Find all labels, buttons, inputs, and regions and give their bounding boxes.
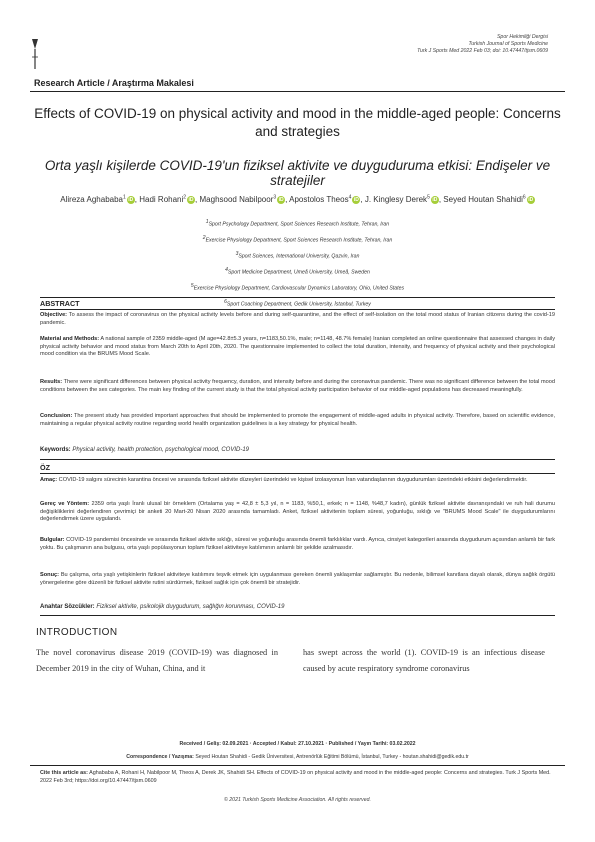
journal-header: [417, 34, 548, 56]
oz-heading: ÖZ: [40, 463, 50, 472]
abstract-methods: Material and Methods: A national sample of 2359 middle-aged (M age=42.8±5.3 years, n=1183,50.1%, male; n=1148, 48.7% female) Iranian completed an online questionnaire that assessed changes in daily physical activity behavior and mood status from March 20th to April 20th, 2020. The questionnaire implemented to collect the total duration, intensity, and frequency of physical activity and their psychological mood condition via the BRUMS Mood Scale.: [40, 336, 556, 358]
oz-yontem: Gereç ve Yöntem: 2359 orta yaşlı İranlı ulusal bir örneklem (Ortalama yaş = 42,8 ± 5,3 yıl, n = 1183, %50,1, erkek; n = 1148, %48,7 kadın), günlük fiziksel aktivite davranışındaki ve ruh hali durumu değişikliklerini değerlendiren çevrimiçi bir anketi 20 Mart-20 Nisan 2020 arasında tamamladı. Anket, fiziksel aktivitenin toplam süresi, yoğunluğu, sıklığı ve "BRUMS Mood Scale" ile duygudurumlarını değerlendirmek üzere uygulandı.: [40, 501, 555, 523]
affiliation: $^2$Exercise Physiology Department, Sport Sciences Research Institute, Tehran, Iran: [202, 235, 393, 244]
footer-divider: [30, 765, 565, 766]
article-type: Research Article / Araştırma Makalesi: [34, 78, 194, 88]
introduction-column-right: has swept across the world (1). COVID-19 is an infectious disease caused by acute respiratory syndrome coronavirus: [303, 648, 545, 673]
author: J. Kinglesy Derek$^5$ iD ,: [364, 194, 444, 204]
orcid-icon[interactable]: iD: [528, 196, 534, 203]
author-list: [30, 194, 565, 204]
journal-name-tr: Spor Hekimliği Dergisi: [496, 34, 548, 40]
introduction-heading: INTRODUCTION: [36, 627, 118, 638]
oz-sonuc: Sonuç: Bu çalışma, orta yaşlı yetişkinlerin fiziksel aktiviteye katılımını teşvik etmek için uygulanması gereken önemli yaklaşımlar sağlamıştır. Bu nedenle, bilimsel kanıtlara dayalı olarak, dünya sağlık örgütü yönergelerine göre düzenli bir fiziksel aktivite rutini sürdürmek, fiziksel sağlık için çok önemli bir stratejidir.: [40, 572, 555, 586]
affiliation: $^6$Sport Coaching Department, Gedik University, İstanbul, Turkey: [224, 299, 371, 308]
abstract-keywords: Keywords: Physical activity, health protection, psychological mood, COVID-19: [40, 447, 249, 453]
orcid-icon[interactable]: iD: [278, 196, 284, 203]
abstract-heading: ABSTRACT: [40, 299, 80, 308]
journal-citation: Turk J Sports Med 2022 Feb 03; doi: 10.47447/tjsm.0609: [417, 48, 548, 55]
orcid-icon[interactable]: iD: [353, 196, 359, 203]
orcid-icon[interactable]: iD: [432, 196, 438, 203]
oz-divider-bottom: [40, 615, 555, 616]
orcid-icon[interactable]: iD: [128, 196, 134, 203]
affiliation: $^5$Exercise Physiology Department, Cardiovascular Dynamics Laboratory, Ohio, United States: [190, 283, 405, 292]
header-divider: [30, 91, 565, 92]
oz-keywords: Anahtar Sözcükler: Fiziksel aktivite, psikolojik duygudurum, sağlığın korunması, COVID-19: [40, 604, 285, 610]
orcid-icon[interactable]: iD: [188, 196, 194, 203]
oz-bulgular: Bulgular: COVID-19 pandemisi öncesinde ve sırasında fiziksel aktivite sıklığı, süresi ve yoğunluğu arasında önemli farklılıklar vardı. Ayrıca, cinsiyet kategorileri arasında duygudurum açısından anlamlı bir fark yoktu. Bu çalışmanın ana bulgusu, orta yaşlı popülasyonun toplam fiziksel aktiviteye katılımının anlamlı bir şekilde azalmasıdır.: [40, 537, 555, 551]
abstract-objective: Objective: To assess the impact of coronavirus on the physical activity levels before and during self-quarantine, and the effect of self-isolation on the total mood status of Iranian citizens during the covid-19 pandemic.: [40, 312, 556, 326]
oz-divider: [40, 473, 555, 474]
correspondence: Correspondence / Yazışma: Seyed Houtan Shahidi - Gedik Üniversitesi, Antrenörlük Eğitimi Bölümü, İstanbul, Turkey - houtan.shahidi@gedik.edu.tr: [126, 754, 469, 760]
journal-logo-icon: [30, 37, 40, 71]
author: Hadi Rohani$^2$ iD ,: [139, 194, 200, 204]
author: Alireza Aghababa$^1$ iD ,: [60, 194, 140, 204]
author: Apostolos Theos$^4$ iD ,: [289, 194, 365, 204]
title-turkish: Orta yaşlı kişilerde COVID-19'un fiziksel aktivite ve duyguduruma etkisi: Endişeler ve stratejiler: [44, 158, 551, 188]
article-dates: Received / Geliş: 02.09.2021 · Accepted / Kabul: 27.10.2021 · Published / Yayın Tarihi: 03.02.2022: [179, 741, 416, 747]
affiliation: $^1$Sport Psychology Department, Sport Sciences Research Institute, Tehran, Iran: [205, 219, 390, 228]
introduction-column-left: The novel coronavirus disease 2019 (COVID-19) was diagnosed in December 2019 in the city of Wuhan, China, and it: [36, 648, 278, 673]
oz-amac: Amaç: COVID-19 salgını sürecinin karantina öncesi ve sırasında fiziksel aktivite düzeyleri üzerindeki ve kişisel izolasyonun İran vatandaşlarının duygudurumları üzerindeki etkisini değerlendirmektir.: [40, 477, 528, 483]
abstract-divider: [40, 309, 555, 310]
author: Maghsood Nabilpoor$^3$ iD ,: [199, 194, 290, 204]
affiliation: $^3$Sport Sciences, International University, Qazvin, Iran: [235, 251, 360, 260]
oz-divider-top: [40, 459, 555, 460]
abstract-divider-top: [40, 297, 555, 298]
citation: Cite this article as: Aghababa A, Rohani H, Nabilpoor M, Theos A, Derek JK, Shahidi SH. Effects of COVID-19 on physical activity and mood in the middle-aged people: Concerns and strategies. Turk J Sports Med. 2022 Feb 3rd; https://doi.org/10.47447/tjsm.0609: [40, 770, 551, 784]
affiliation: $^4$Sport Medicine Department, Umeå University, Umeå, Sweden: [225, 267, 370, 276]
journal-name-en: Turkish Journal of Sports Medicine: [468, 41, 548, 48]
author: Seyed Houtan Shahidi$^6$ iD: [443, 194, 534, 204]
abstract-conclusion: Conclusion: The present study has provided important approaches that should be implemented to promote the engagement of middle-aged adults in physical activity. Therefore, based on scientific evidence, maintaining a regular physical activity routine regarding world health organization guidelines is a key strategy for physical health.: [40, 413, 556, 427]
abstract-results: Results: There were significant differences between physical activity frequency, duration, and intensity before and during the coronavirus pandemic. There was no significant difference between the total mood conditions between the sex categories. The main key finding of the current study is that the total physical activity participation behavior of our middle-aged populations has decreased meaningfully.: [40, 379, 555, 393]
copyright: © 2021 Turkish Sports Medicine Association. All rights reserved.: [224, 797, 371, 803]
title-english: Effects of COVID-19 on physical activity and mood in the middle-aged people: Concerns and strategies: [34, 106, 561, 139]
